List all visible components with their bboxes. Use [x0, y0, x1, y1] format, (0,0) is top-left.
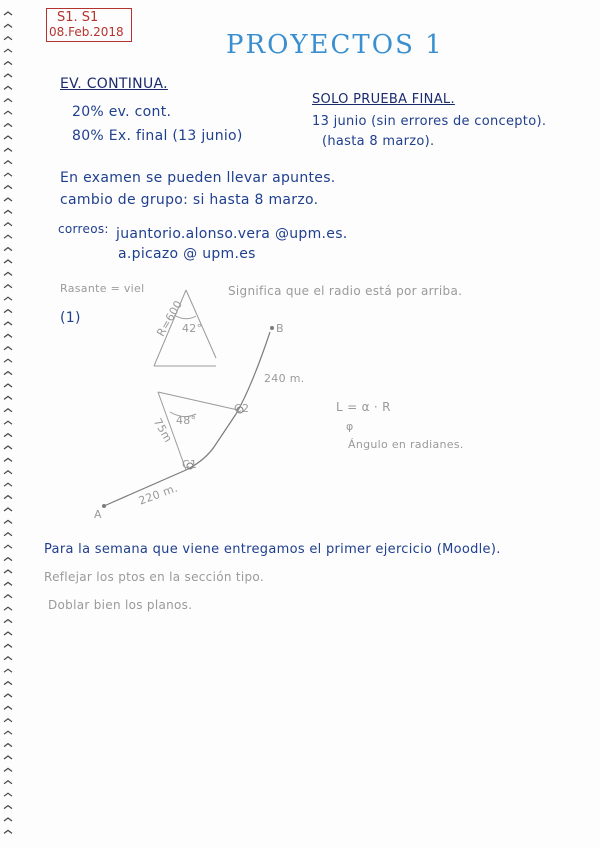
- label-75m: 75m: [150, 416, 175, 445]
- label-c1: C1: [182, 458, 198, 471]
- note-cambio-grupo: cambio de grupo: si hasta 8 marzo.: [60, 192, 319, 208]
- label-b: B: [276, 322, 284, 335]
- email-2: a.picazo @ upm.es: [118, 246, 256, 262]
- emails-label: correos:: [58, 222, 109, 236]
- solo-prueba-line2: (hasta 8 marzo).: [322, 134, 435, 149]
- label-c2: C2: [234, 402, 250, 415]
- note-apuntes: En examen se pueden llevar apuntes.: [60, 170, 336, 186]
- ev-continua-line2: 80% Ex. final (13 junio): [72, 128, 243, 144]
- formula-note: Ángulo en radianes.: [348, 438, 464, 451]
- label-angle-mid: 48°: [176, 414, 197, 427]
- stamp-session: S1. S1: [57, 10, 99, 25]
- formula-length: L = α · R: [336, 400, 391, 414]
- pencil-rasante: Rasante = viel: [60, 282, 145, 295]
- stamp-date: 08.Feb.2018: [49, 25, 124, 39]
- point-a: [102, 504, 106, 508]
- solo-prueba-line1: 13 junio (sin errores de concepto).: [312, 114, 547, 129]
- label-220m: 220 m.: [136, 481, 180, 508]
- label-a: A: [94, 508, 102, 521]
- diagram-number: (1): [60, 310, 81, 326]
- note-doblar: Doblar bien los planos.: [48, 598, 193, 612]
- label-radius: R=600: [154, 298, 186, 339]
- heading-ev-continua: EV. CONTINUA.: [60, 76, 168, 92]
- email-1: juantorio.alonso.vera @upm.es.: [116, 226, 348, 242]
- formula-sub: φ: [346, 420, 354, 433]
- note-entrega: Para la semana que viene entregamos el primer ejercicio (Moodle).: [44, 542, 501, 557]
- page-title: PROYECTOS 1: [226, 30, 444, 60]
- ev-continua-line1: 20% ev. cont.: [72, 104, 172, 120]
- pencil-significa: Significa que el radio está por arriba.: [228, 284, 463, 298]
- radius-line-4: [158, 392, 238, 410]
- note-reflejar: Reflejar los ptos en la sección tipo.: [44, 570, 264, 584]
- heading-solo-prueba: SOLO PRUEBA FINAL.: [312, 92, 455, 107]
- point-b: [270, 326, 274, 330]
- label-240m: 240 m.: [264, 372, 305, 385]
- label-angle-top: 42°: [182, 322, 203, 335]
